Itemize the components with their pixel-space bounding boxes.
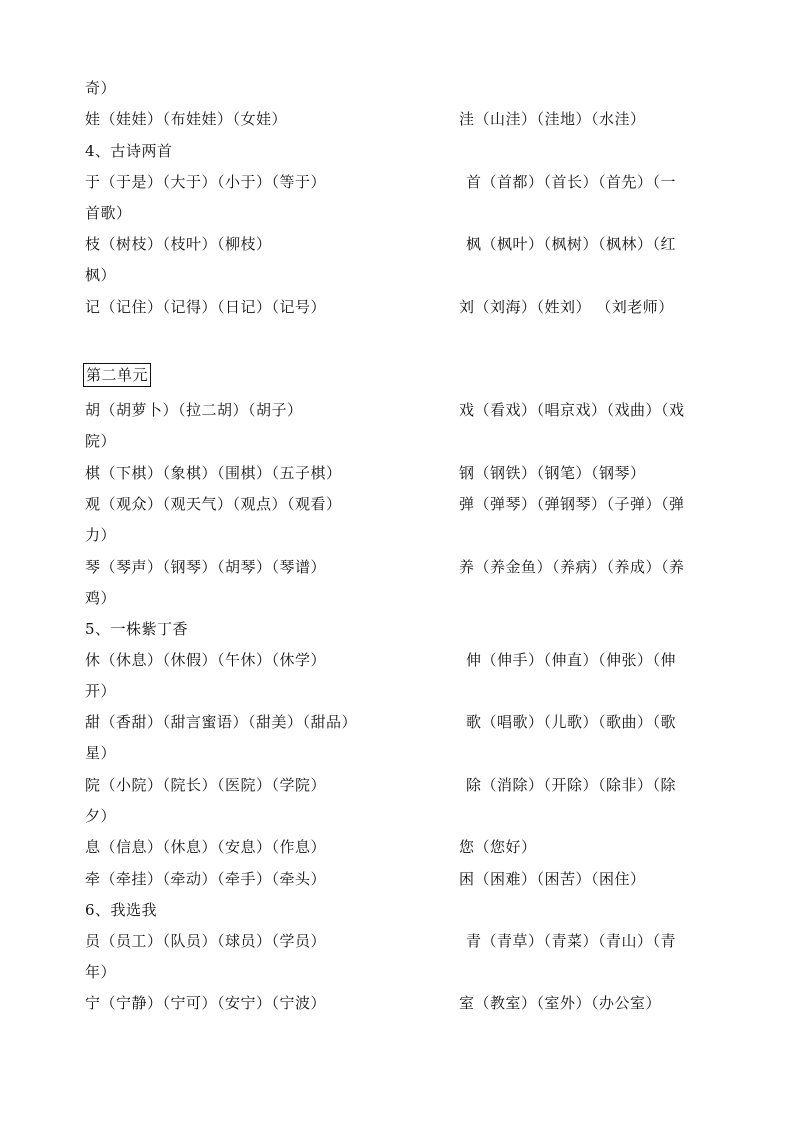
text-line: 室（教室）（室外）（办公室） bbox=[459, 994, 662, 1012]
lesson-heading: 6、我选我 bbox=[85, 901, 158, 919]
text-line: 开） bbox=[85, 682, 117, 700]
lesson-heading: 5、一株紫丁香 bbox=[85, 620, 189, 638]
text-line: 院（小院）（院长）（医院）（学院） bbox=[85, 776, 327, 794]
text-line: 息（信息）（休息）（安息）（作息） bbox=[85, 838, 327, 856]
text-line: 枝（树枝）（枝叶）（柳枝） bbox=[85, 235, 272, 253]
text-line: 刘（刘海）（姓刘） （刘老师） bbox=[459, 298, 674, 316]
text-line: 戏（看戏）（唱京戏）（戏曲）（戏 bbox=[459, 401, 685, 419]
text-line: 钢（钢铁）（钢笔）（钢琴） bbox=[459, 464, 646, 482]
text-line: 歌（唱歌）（儿歌）（歌曲）（歌 bbox=[466, 713, 677, 731]
text-line: 于（于是）（大于）（小于）（等于） bbox=[85, 173, 327, 191]
text-line: 琴（琴声）（钢琴）（胡琴）（琴谱） bbox=[85, 558, 327, 576]
text-line: 牵（牵挂）（牵动）（牵手）（牵头） bbox=[85, 870, 327, 888]
text-line: 胡（胡萝卜）（拉二胡）（胡子） bbox=[85, 401, 303, 419]
text-line: 伸（伸手）（伸直）（伸张）（伸 bbox=[466, 651, 677, 669]
text-line: 甜（香甜）（甜言蜜语）（甜美）（甜品） bbox=[85, 713, 358, 731]
text-line: 观（观众）（观天气）（观点）（观看） bbox=[85, 495, 342, 513]
text-line: 星） bbox=[85, 744, 117, 762]
text-line: 宁（宁静）（宁可）（安宁）（宁波） bbox=[85, 994, 327, 1012]
text-line: 力） bbox=[85, 526, 117, 544]
text-line: 您（您好） bbox=[459, 838, 537, 856]
text-line: 首歌） bbox=[85, 204, 132, 222]
text-line: 年） bbox=[85, 963, 117, 981]
text-line: 娃（娃娃）（布娃娃）（女娃） bbox=[85, 110, 288, 128]
text-line: 院） bbox=[85, 432, 117, 450]
text-line: 夕） bbox=[85, 807, 117, 825]
text-line: 青（青草）（青菜）（青山）（青 bbox=[466, 932, 677, 950]
text-line: 员（员工）（队员）（球员）（学员） bbox=[85, 932, 327, 950]
text-line: 弹（弹琴）（弹钢琴）（子弹）（弹 bbox=[459, 495, 685, 513]
text-line: 奇） bbox=[85, 79, 117, 97]
section-title: 第二单元 bbox=[83, 363, 151, 387]
lesson-heading: 4、古诗两首 bbox=[85, 142, 173, 160]
text-line: 记（记住）（记得）（日记）（记号） bbox=[85, 298, 327, 316]
text-line: 枫（枫叶）（枫树）（枫林）（红 bbox=[466, 235, 677, 253]
text-line: 除（消除）（开除）（除非）（除 bbox=[466, 776, 677, 794]
text-line: 洼（山洼）（洼地）（水洼） bbox=[459, 110, 646, 128]
text-line: 首（首都）（首长）（首先）（一 bbox=[466, 173, 677, 191]
text-line: 休（休息）（休假）（午休）（休学） bbox=[85, 651, 327, 669]
text-line: 养（养金鱼）（养病）（养成）（养 bbox=[459, 558, 685, 576]
text-line: 棋（下棋）（象棋）（围棋）（五子棋） bbox=[85, 464, 342, 482]
text-line: 鸡） bbox=[85, 589, 117, 607]
text-line: 困（困难）（困苦）（困住） bbox=[459, 870, 646, 888]
text-line: 枫） bbox=[85, 266, 117, 284]
